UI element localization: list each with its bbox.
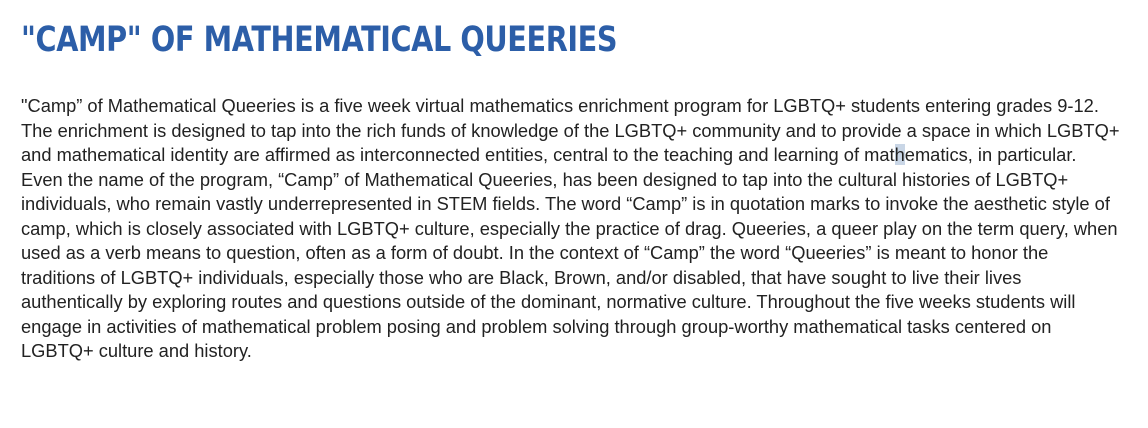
description-text-end: ematics, in particular. Even the name of the program, “Camp” of Mathematical Queeries, has been designed to tap into the cultural histories of LGBTQ+ individuals, who remain vastly underrepresented in STEM fields. The word “Camp” is in quotation marks to invoke the aesthetic style of camp, which is closely associated with LGBTQ+ culture, especially the practice of drag. Queeries, a queer play on the term query, when used as a verb means to question, often as a form of doubt. In the context of “Camp” the word “Queeries” is meant to honor the traditions of LGBTQ+ individuals, especially those who are Black, Brown, and/or disabled, that have sought to live their lives authentically by exploring routes and questions outside of the dominant, normative culture. Throughout the five weeks students will engage in activities of mathematical problem posing and problem solving through group-worthy mathematical tasks centered on LGBTQ+ culture and history. xyxy=(21,144,1118,361)
description-text-start: "Camp” of Mathematical Queeries is a five week virtual mathematics enrichment program for LGBTQ+ students entering grades 9-12. The enrichment is designed to tap into the rich funds of knowledge of the LGBTQ+ community and to provide a space in which LGBTQ+ and mathematical identity are affirmed as interconnected entities, central to the teaching and learning of mat xyxy=(21,95,1120,165)
text-selection-highlight[interactable]: h xyxy=(894,144,905,165)
page-title: "CAMP" OF MATHEMATICAL QUEERIES xyxy=(21,20,618,60)
program-description xyxy=(21,94,1121,364)
